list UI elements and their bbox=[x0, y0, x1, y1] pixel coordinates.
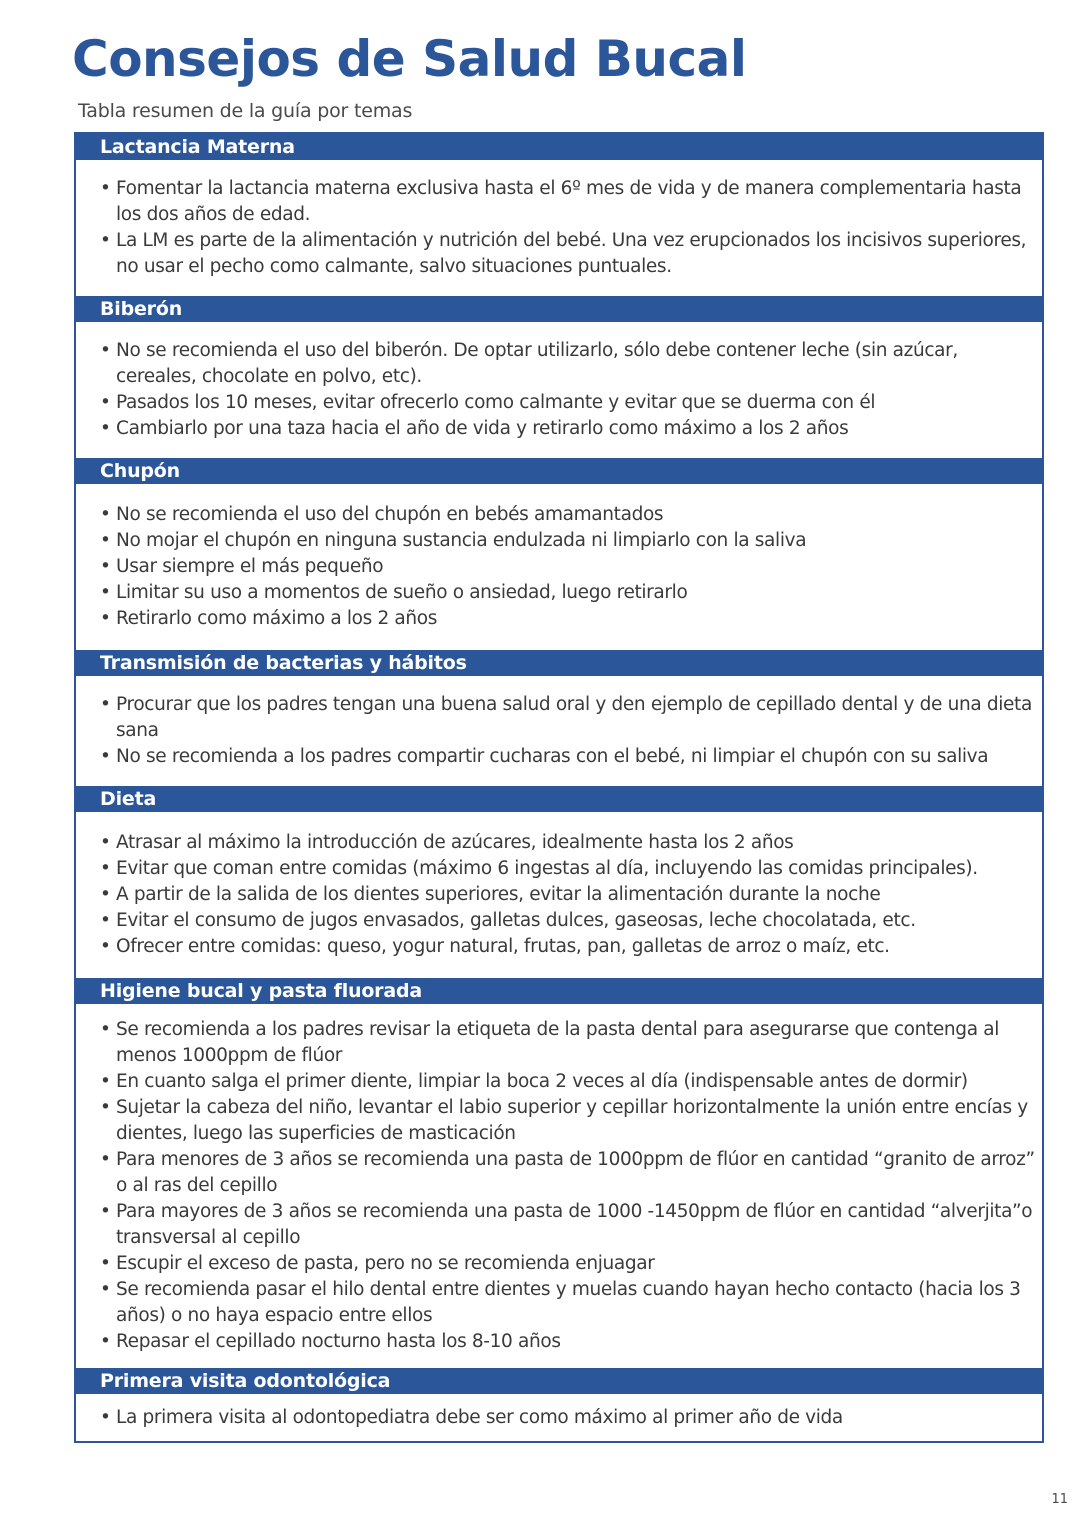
section-list-higiene bbox=[76, 1004, 1042, 1368]
section-heading-biberon: Biberón bbox=[76, 296, 1042, 322]
list-item: • Ofrecer entre comidas: queso, yogur natural, frutas, pan, galletas de arroz o maíz, etc. bbox=[100, 934, 1042, 960]
section-heading-lactancia: Lactancia Materna bbox=[76, 134, 1042, 160]
section-list-chupon bbox=[76, 484, 1042, 650]
list-item: • Procurar que los padres tengan una buena salud oral y den ejemplo de cepillado dental y de una dieta sana bbox=[100, 692, 1042, 744]
list-item: • Se recomienda a los padres revisar la etiqueta de la pasta dental para asegurarse que contenga al menos 1000ppm de flúor bbox=[100, 1017, 1042, 1069]
list-item: • Para mayores de 3 años se recomienda una pasta de 1000 -1450ppm de flúor en cantidad “alverjita”o transversal al cepillo bbox=[100, 1199, 1042, 1251]
list-item: • Sujetar la cabeza del niño, levantar el labio superior y cepillar horizontalmente la unión entre encías y dientes, luego las superficies de masticación bbox=[100, 1095, 1042, 1147]
list-item: • Repasar el cepillado nocturno hasta los 8-10 años bbox=[100, 1329, 1042, 1355]
section-heading-chupon: Chupón bbox=[76, 458, 1042, 484]
list-item: • Evitar el consumo de jugos envasados, galletas dulces, gaseosas, leche chocolatada, etc. bbox=[100, 908, 1042, 934]
section-heading-transmision: Transmisión de bacterias y hábitos bbox=[76, 650, 1042, 676]
section-list-biberon bbox=[76, 322, 1042, 458]
list-item: • No mojar el chupón en ninguna sustancia endulzada ni limpiarlo con la saliva bbox=[100, 528, 1042, 554]
section-list-primera-visita bbox=[76, 1394, 1042, 1441]
list-item: • Para menores de 3 años se recomienda una pasta de 1000ppm de flúor en cantidad “granito de arroz” o al ras del cepillo bbox=[100, 1147, 1042, 1199]
list-item: • Fomentar la lactancia materna exclusiva hasta el 6º mes de vida y de manera complementaria hasta los dos años de edad. bbox=[100, 176, 1042, 228]
list-item: • Escupir el exceso de pasta, pero no se recomienda enjuagar bbox=[100, 1251, 1042, 1277]
page-title: Consejos de Salud Bucal bbox=[72, 30, 747, 88]
list-item: • No se recomienda el uso del biberón. De optar utilizarlo, sólo debe contener leche (sin azúcar, cereales, chocolate en polvo, etc). bbox=[100, 338, 1042, 390]
list-item: • Cambiarlo por una taza hacia el año de vida y retirarlo como máximo a los 2 años bbox=[100, 416, 1042, 442]
section-heading-primera-visita: Primera visita odontológica bbox=[76, 1368, 1042, 1394]
list-item: • En cuanto salga el primer diente, limpiar la boca 2 veces al día (indispensable antes de dormir) bbox=[100, 1069, 1042, 1095]
page-number: 11 bbox=[1051, 1492, 1068, 1507]
list-item: • No se recomienda el uso del chupón en bebés amamantados bbox=[100, 502, 1042, 528]
list-item: • A partir de la salida de los dientes superiores, evitar la alimentación durante la noche bbox=[100, 882, 1042, 908]
section-list-lactancia bbox=[76, 160, 1042, 296]
list-item: • Se recomienda pasar el hilo dental entre dientes y muelas cuando hayan hecho contacto (hacia los 3 años) o no haya espacio entre ellos bbox=[100, 1277, 1042, 1329]
list-item: • Atrasar al máximo la introducción de azúcares, idealmente hasta los 2 años bbox=[100, 830, 1042, 856]
section-list-transmision bbox=[76, 676, 1042, 786]
list-item: • Limitar su uso a momentos de sueño o ansiedad, luego retirarlo bbox=[100, 580, 1042, 606]
list-item: • La LM es parte de la alimentación y nutrición del bebé. Una vez erupcionados los incisivos superiores, no usar el pecho como calmante, salvo situaciones puntuales. bbox=[100, 228, 1042, 280]
section-heading-dieta: Dieta bbox=[76, 786, 1042, 812]
list-item: • La primera visita al odontopediatra debe ser como máximo al primer año de vida bbox=[100, 1405, 1042, 1431]
list-item: • No se recomienda a los padres compartir cucharas con el bebé, ni limpiar el chupón con su saliva bbox=[100, 744, 1042, 770]
summary-table bbox=[74, 132, 1044, 1443]
list-item: • Evitar que coman entre comidas (máximo 6 ingestas al día, incluyendo las comidas principales). bbox=[100, 856, 1042, 882]
list-item: • Pasados los 10 meses, evitar ofrecerlo como calmante y evitar que se duerma con él bbox=[100, 390, 1042, 416]
list-item: • Usar siempre el más pequeño bbox=[100, 554, 1042, 580]
section-list-dieta bbox=[76, 812, 1042, 978]
page-subtitle: Tabla resumen de la guía por temas bbox=[78, 100, 413, 122]
section-heading-higiene: Higiene bucal y pasta fluorada bbox=[76, 978, 1042, 1004]
list-item: • Retirarlo como máximo a los 2 años bbox=[100, 606, 1042, 632]
